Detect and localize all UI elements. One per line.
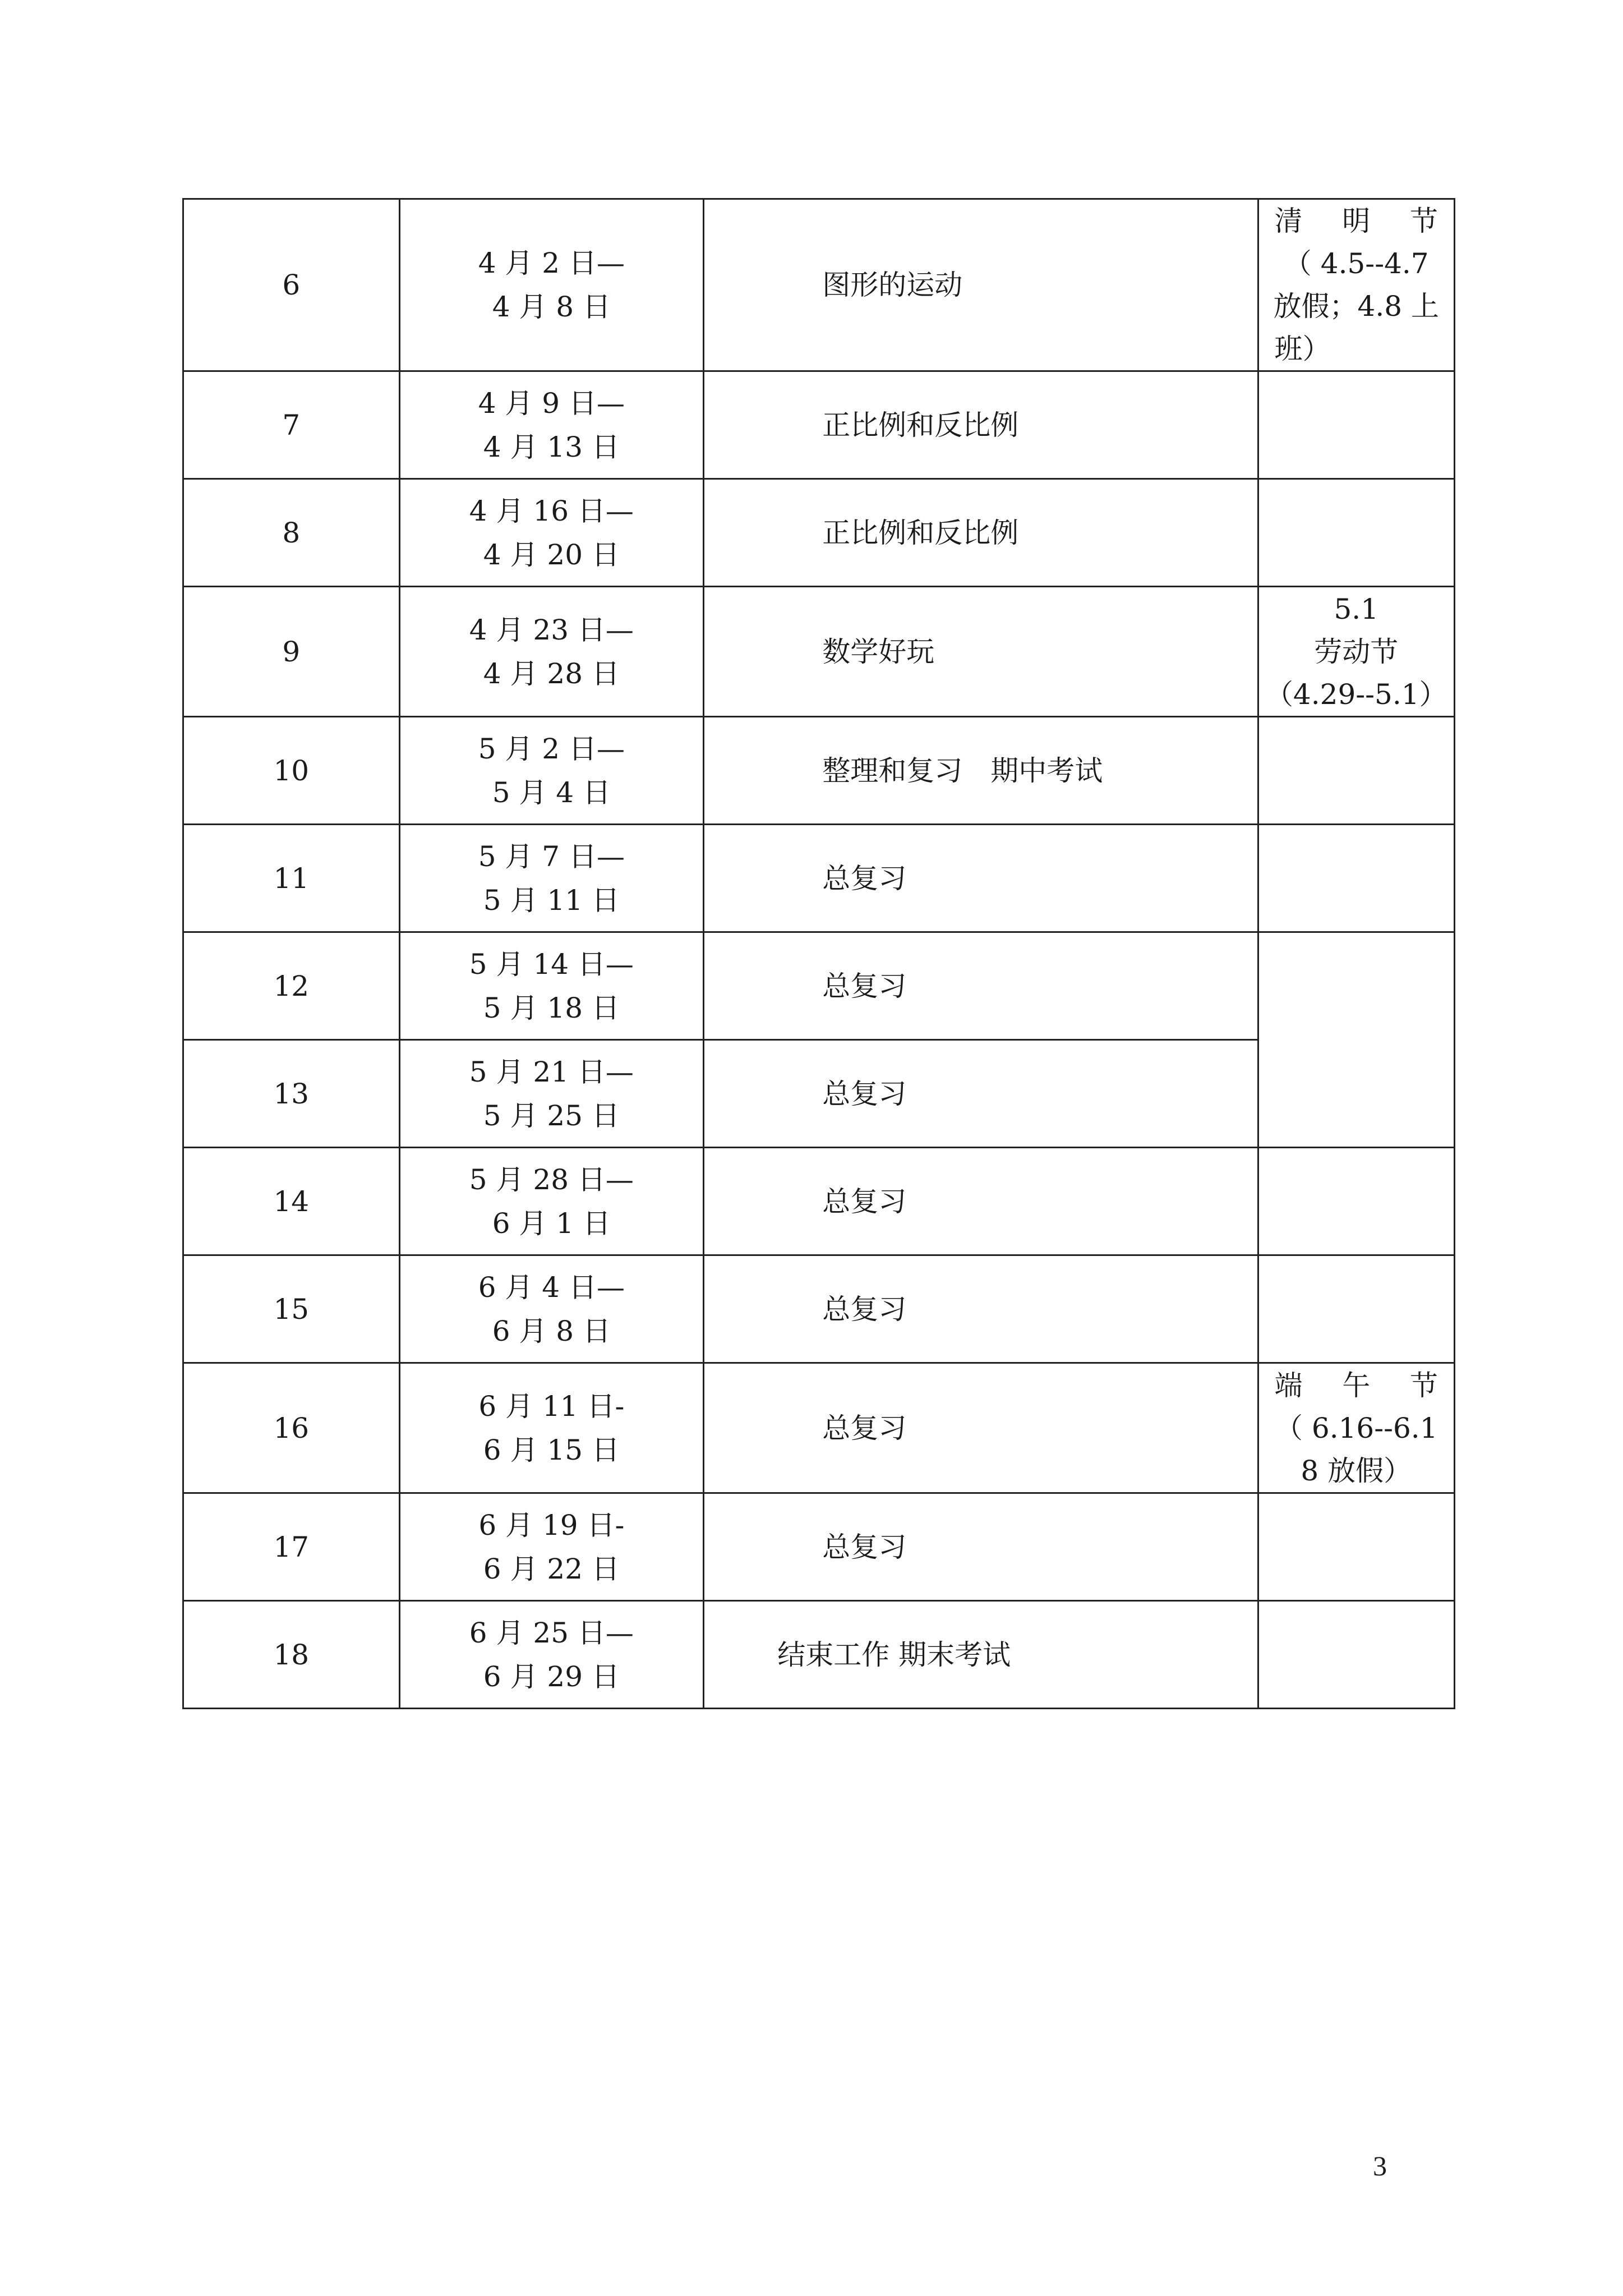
week-number: 8: [282, 516, 301, 549]
note-cell: [1258, 371, 1455, 479]
week-cell: [183, 1493, 400, 1601]
content-text: 正比例和反比例: [822, 408, 1019, 441]
date-cell: [399, 825, 704, 932]
date-start: 6 月 19 日-: [478, 1508, 625, 1542]
note-title-duanwu: [1259, 1364, 1454, 1407]
date-start: 5 月 21 日—: [469, 1055, 634, 1088]
note-line: （4.29--5.1）: [1265, 678, 1447, 711]
date-end: 6 月 22 日: [483, 1552, 620, 1585]
date-end: 4 月 8 日: [492, 291, 611, 323]
content-text: 总复习: [822, 1185, 907, 1218]
week-number: 13: [273, 1077, 310, 1110]
note-line: 5.1: [1334, 592, 1379, 625]
note-cell: [1258, 1255, 1455, 1363]
date-end: 4 月 20 日: [483, 538, 620, 571]
date-start: 6 月 25 日—: [469, 1616, 634, 1649]
week-number: 12: [273, 969, 310, 1002]
table-row: [183, 825, 1455, 932]
date-end: 5 月 25 日: [483, 1099, 620, 1132]
date-start: 4 月 23 日—: [469, 613, 634, 646]
content-cell: [704, 1040, 1258, 1148]
date-end: 4 月 28 日: [483, 657, 620, 690]
date-end: 4 月 13 日: [483, 430, 620, 463]
date-cell: [399, 371, 704, 479]
date-cell: [399, 932, 704, 1040]
content-cell: [704, 199, 1258, 371]
week-cell: [183, 825, 400, 932]
content-cell: [704, 479, 1258, 587]
note-title-char: 端: [1274, 1369, 1303, 1402]
week-number: 9: [282, 635, 301, 668]
date-start: 5 月 28 日—: [469, 1163, 634, 1196]
date-cell: [399, 1148, 704, 1255]
table-row: [183, 587, 1455, 717]
date-cell: [399, 1601, 704, 1709]
date-start: 6 月 4 日—: [478, 1271, 625, 1304]
week-number: 18: [273, 1638, 310, 1671]
content-text: 结束工作 期末考试: [777, 1638, 1011, 1671]
content-cell: [704, 825, 1258, 932]
date-end: 5 月 11 日: [483, 884, 620, 917]
content-cell: [704, 1493, 1258, 1601]
week-cell: [183, 1148, 400, 1255]
week-cell: [183, 371, 400, 479]
date-cell: [399, 587, 704, 717]
note-title-char: 清: [1274, 205, 1303, 237]
week-cell: [183, 1363, 400, 1493]
week-cell: [183, 717, 400, 825]
date-start: 6 月 11 日-: [478, 1389, 625, 1423]
date-cell: [399, 479, 704, 587]
content-text: 正比例和反比例: [822, 516, 1019, 549]
content-cell: [704, 371, 1258, 479]
week-number: 11: [273, 862, 310, 895]
page-number: 3: [1373, 2150, 1387, 2182]
week-cell: [183, 1040, 400, 1148]
date-start: 4 月 9 日—: [478, 386, 625, 420]
content-text: 图形的运动: [822, 269, 963, 301]
date-cell: [399, 199, 704, 371]
note-cell: [1258, 1601, 1455, 1709]
table-row: [183, 199, 1455, 371]
date-end: 5 月 4 日: [492, 776, 611, 809]
table-row: [183, 479, 1455, 587]
note-cell: [1258, 1148, 1455, 1255]
schedule-table: [182, 198, 1455, 1709]
note-line: （ 6.16--6.1: [1274, 1411, 1438, 1444]
date-start: 5 月 2 日—: [478, 732, 625, 765]
week-number: 10: [273, 754, 310, 787]
week-number: 7: [282, 408, 301, 441]
content-text: 总复习: [822, 862, 907, 895]
week-cell: [183, 1601, 400, 1709]
note-cell: [1258, 479, 1455, 587]
date-end: 6 月 8 日: [492, 1314, 611, 1347]
content-text: 总复习: [822, 969, 907, 1002]
date-end: 6 月 15 日: [483, 1433, 620, 1466]
date-end: 6 月 29 日: [483, 1660, 620, 1693]
content-text: 总复习: [822, 1292, 907, 1326]
date-end: 6 月 1 日: [492, 1207, 611, 1240]
note-line: 劳动节: [1314, 635, 1399, 668]
note-line: 8 放假）: [1301, 1454, 1412, 1487]
content-cell: [704, 717, 1258, 825]
note-title-char: 节: [1410, 205, 1438, 237]
date-cell: [399, 1040, 704, 1148]
content-text: 总复习: [822, 1077, 907, 1110]
table-row: [183, 932, 1455, 1040]
date-start: 4 月 16 日—: [469, 494, 634, 527]
note-title-char: 节: [1410, 1369, 1438, 1402]
note-cell: [1258, 825, 1455, 932]
note-cell: [1258, 199, 1455, 371]
date-start: 5 月 7 日—: [478, 840, 625, 873]
content-cell: [704, 587, 1258, 717]
content-text: 数学好玩: [822, 635, 935, 668]
note-line: 放假；4.8 上: [1273, 290, 1439, 323]
week-cell: [183, 199, 400, 371]
week-number: 6: [282, 269, 301, 301]
note-cell: [1258, 587, 1455, 717]
week-number: 14: [273, 1185, 310, 1218]
note-cell: [1258, 1363, 1455, 1493]
table-row: [183, 717, 1455, 825]
note-title-char: 午: [1342, 1369, 1371, 1402]
note-line: 班）: [1274, 333, 1331, 365]
content-cell: [704, 1601, 1258, 1709]
content-cell: [704, 932, 1258, 1040]
week-cell: [183, 587, 400, 717]
note-cell: [1258, 717, 1455, 825]
date-end: 5 月 18 日: [483, 991, 620, 1024]
date-cell: [399, 1255, 704, 1363]
week-number: 17: [273, 1530, 310, 1563]
date-cell: [399, 717, 704, 825]
content-cell: [704, 1148, 1258, 1255]
date-start: 5 月 14 日—: [469, 947, 634, 981]
week-number: 16: [273, 1411, 310, 1444]
content-text: 总复习: [822, 1411, 907, 1444]
table-row: [183, 1363, 1455, 1493]
note-line: （ 4.5--4.7: [1283, 247, 1429, 280]
date-cell: [399, 1363, 704, 1493]
week-cell: [183, 1255, 400, 1363]
date-start: 4 月 2 日—: [478, 247, 625, 279]
week-cell: [183, 932, 400, 1040]
week-cell: [183, 479, 400, 587]
content-cell: [704, 1255, 1258, 1363]
table-row: [183, 1601, 1455, 1709]
content-cell: [704, 1363, 1258, 1493]
content-text: 总复习: [822, 1530, 907, 1563]
table-row: [183, 1148, 1455, 1255]
content-text: 整理和复习 期中考试: [822, 754, 1103, 787]
week-number: 15: [273, 1292, 310, 1326]
table-row: [183, 371, 1455, 479]
table-row: [183, 1493, 1455, 1601]
table-row: [183, 1255, 1455, 1363]
note-title-qingming: [1259, 200, 1454, 242]
note-title-char: 明: [1342, 205, 1371, 237]
note-cell: [1258, 1493, 1455, 1601]
date-cell: [399, 1493, 704, 1601]
note-cell: [1258, 932, 1455, 1148]
